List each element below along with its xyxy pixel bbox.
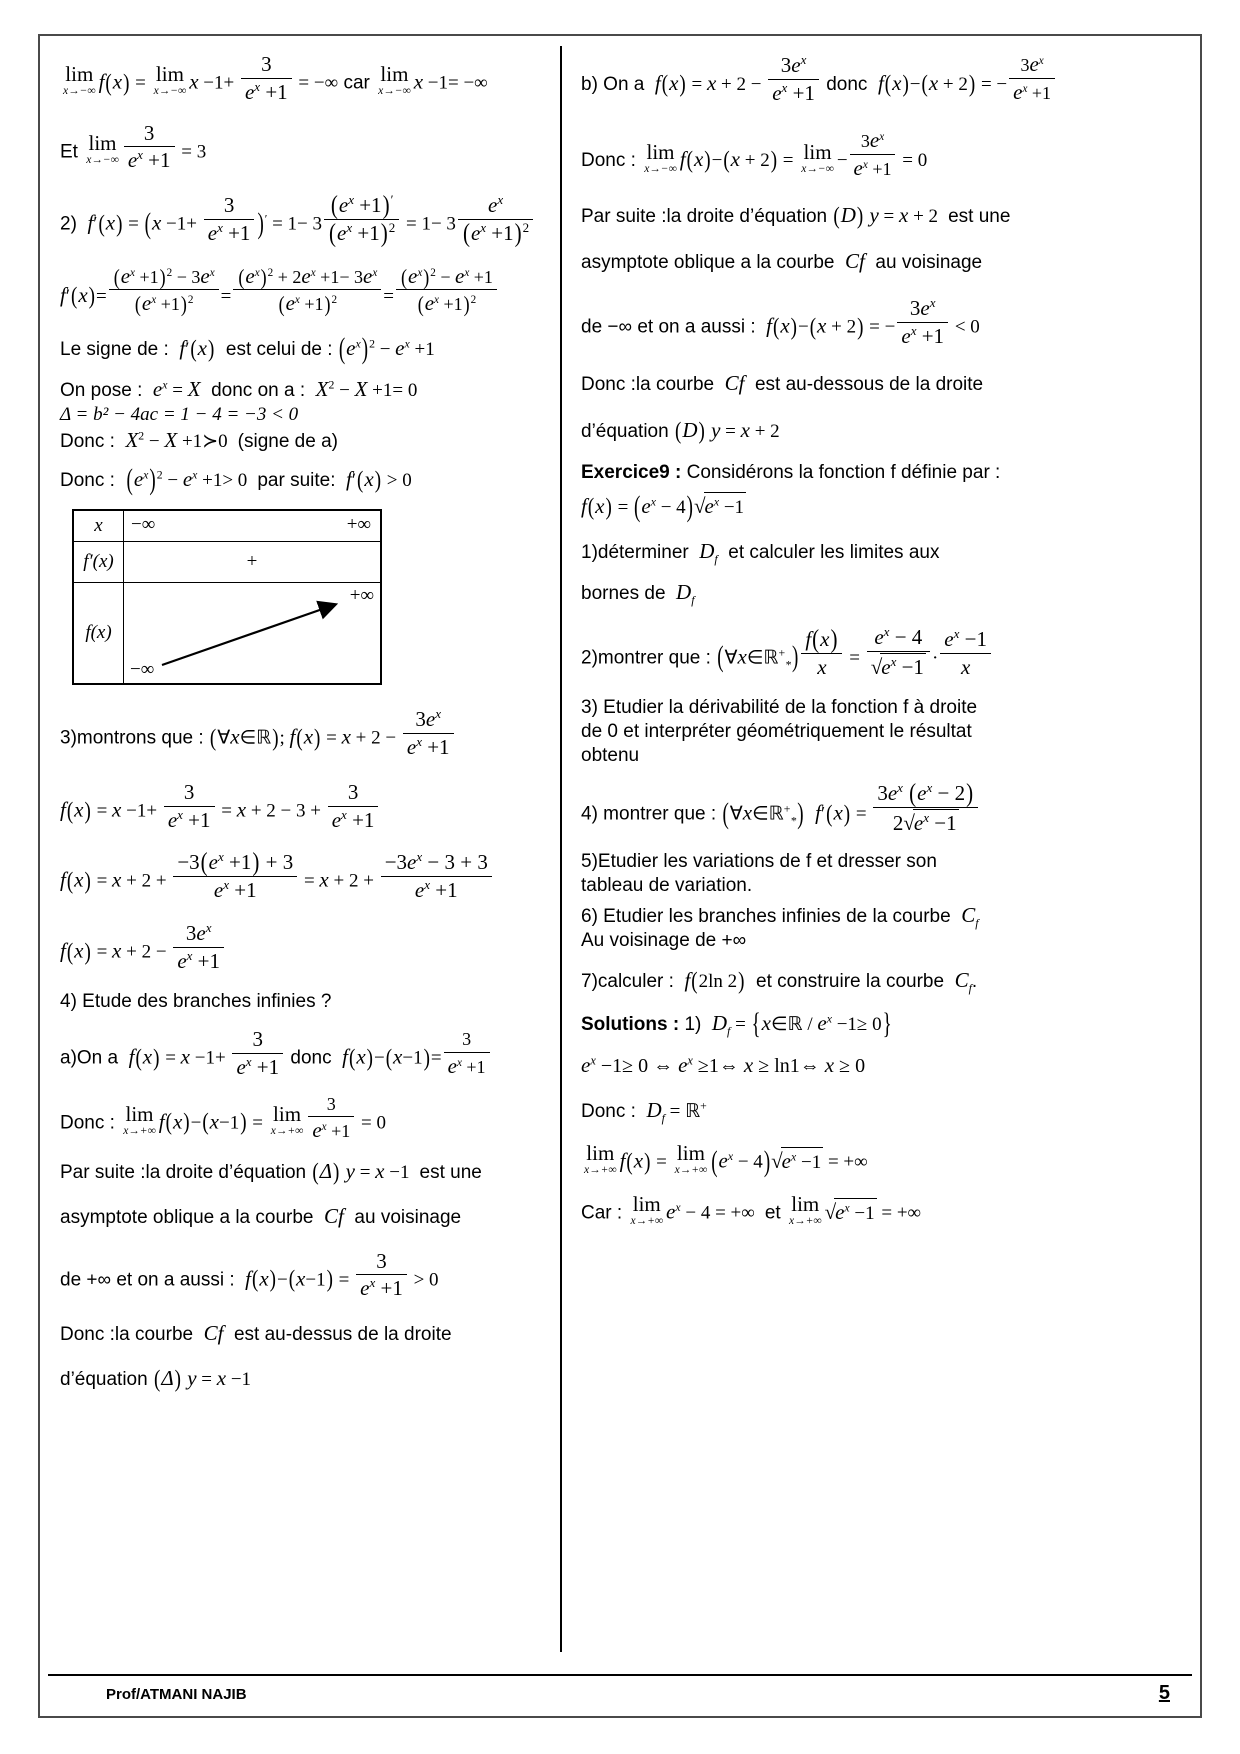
dequation-label: d’équation <box>60 1368 148 1390</box>
asymptote-label-right: asymptote oblique a la courbe <box>581 252 835 274</box>
question-6-line2: Au voisinage de +∞ <box>581 929 747 951</box>
question-3-line3: obtenu <box>581 745 640 767</box>
question-1-line1: 1)déterminer $D_f$ et calculer les limites aux <box>581 539 940 566</box>
dequation-d-line: d’équation (D) y = x + 2 <box>581 417 780 445</box>
table-row <box>73 583 381 685</box>
derivative-computation-1: 2) f′(x) = (x −1+ $\frac{3}{e^x +1}$ )′ = 1− 3 $\frac{(e^x +1)'}{(e^x +1)^2}$ = 1− 3 $\frac{e^x}{(e^x +1)^2}$ <box>60 193 550 246</box>
asymptote-label: asymptote oblique a la courbe <box>60 1206 314 1228</box>
donc-courbe-label: Donc :la courbe <box>60 1324 194 1346</box>
row-label-x: x <box>73 510 124 542</box>
par-suite-droite-d: Par suite :la droite d’équation (D) y = x + 2 est une <box>581 202 1011 230</box>
limit-f-minus-infinity: lim x→−∞ f(x) = lim x→−∞ x −1+ $\frac{3}{e^x +1}$ = −∞ car lim x→−∞ x −1= −∞ <box>63 52 488 104</box>
asymptote-oblique-line: asymptote oblique a la courbe Cf au voisinage <box>60 1203 462 1228</box>
item4-branches-infinies: 4) Etude des branches infinies ? <box>60 991 332 1013</box>
exercice9-heading <box>581 462 1181 484</box>
question-5-line2: tableau de variation. <box>581 875 753 897</box>
page-number: 5 <box>1158 1682 1170 1704</box>
b-donc-label: donc <box>826 74 868 96</box>
donc-df-line: Donc : $D_f$ = ℝ+ <box>581 1098 707 1126</box>
x-right-bound: +∞ <box>346 514 371 536</box>
dequation-delta-line: d’équation (Δ) y = x −1 <box>60 1365 252 1393</box>
parsuite-tail: est une <box>419 1161 482 1183</box>
donc-courbe-mid: est au-dessus de la droite <box>233 1324 452 1346</box>
fx-final-form: f(x) = x + 2 − $\frac{3e^x}{e^x +1}$ <box>60 921 550 974</box>
donc-lim-label-right: Donc : <box>581 150 636 172</box>
itema-donc: donc <box>290 1048 332 1069</box>
x-range-cell <box>124 510 382 542</box>
dequation-label-right: d’équation <box>581 420 669 442</box>
f-limit-minus-infinity: −∞ <box>130 659 155 681</box>
increasing-arrow-icon <box>128 585 376 681</box>
right-column <box>571 46 1191 1652</box>
variation-table <box>72 509 382 685</box>
row-label-f: f(x) <box>73 583 124 685</box>
page-footer <box>48 1684 1192 1710</box>
two-column-body <box>48 46 1192 1652</box>
sign-line-prefix: Le signe de : <box>60 339 169 361</box>
donc-courbe-au-dessus: Donc :la courbe Cf est au-dessus de la droite <box>60 1321 452 1346</box>
question-5-line1: 5)Etudier les variations de f et dresser son <box>581 851 937 873</box>
table-row <box>73 510 381 542</box>
question-2-line: 2)montrer que : (∀x∈ℝ+$_*$) $\frac{f(x)}{x}$ = $\frac{e^x - 4}{√e^x -1}$ · $\frac{e^x -1}{x}$ <box>581 625 1181 680</box>
donc-df-label: Donc : <box>581 1101 636 1123</box>
donc-lim-label: Donc : <box>60 1112 115 1134</box>
item-a-on-a: a)On a f(x) = x −1+ $\frac{3}{e^x +1}$ donc f(x)−(x−1)= $\frac{3}{e^x +1}$ <box>60 1027 550 1080</box>
author-credit: Prof/ATMANI NAJIB <box>106 1686 247 1703</box>
item3-montrons-que: 3)montrons que : (∀x∈ℝ); f(x) = x + 2 − $\frac{3e^x}{e^x +1}$ <box>60 707 550 760</box>
asymptote-tail: au voisinage <box>354 1206 462 1228</box>
derivative-sign-cell: + <box>124 542 382 583</box>
variation-arrow-cell <box>124 583 382 685</box>
derivative-computation-2: f′(x)= $\frac{(e^x +1)^2 - 3e^x}{(e^x +1)^2}$ = $\frac{(e^x)^2 + 2e^x +1- 3e^x}{(e^x +1)^2}$ = $\frac{(e^x)^2 - e^x +1}{(e^x +1)^2}$ <box>60 264 550 317</box>
fx-decomposition-1: f(x) = x −1+ $\frac{3}{e^x +1}$ = x + 2 − 3 + $\frac{3}{e^x +1}$ <box>60 780 550 833</box>
left-column <box>48 46 560 1652</box>
donc-limit-x-plus-2: Donc : lim x→−∞ f(x)−(x + 2) = lim x→−∞ − $\frac{3e^x}{e^x +1}$ = 0 <box>581 127 928 180</box>
donc2-mid: par suite: <box>257 469 336 491</box>
onpose-mid: donc on a : <box>211 379 306 401</box>
b-on-a-line: b) On a f(x) = x + 2 − $\frac{3e^x}{e^x +1}$ donc f(x)−(x + 2) = − $\frac{3e^x}{e^x +1}$ <box>581 52 1181 106</box>
question-1-line2: bornes de $D_f$ <box>581 579 695 607</box>
b-on-a-label: b) On a <box>581 74 645 96</box>
asymptote-oblique-right: asymptote oblique a la courbe Cf au voisinage <box>581 249 983 274</box>
de-moins-infini-line: de −∞ et on a aussi : f(x)−(x + 2) = − $\frac{3e^x}{e^x +1}$ < 0 <box>581 295 980 348</box>
et-label-right: et <box>764 1202 781 1224</box>
donc-positive-line: Donc : $X^2 - X$ +1≻0 (signe de a) <box>60 427 338 452</box>
item3-label: 3)montrons que : <box>60 728 204 750</box>
parsuite-label: Par suite :la droite d’équation <box>60 1161 307 1183</box>
exercice9-label: Exercice9 : <box>581 462 682 484</box>
parsuite-label-right: Par suite :la droite d’équation <box>581 205 828 227</box>
q7-suffix: et construire la courbe <box>756 970 945 992</box>
row-label-fprime: f′(x) <box>73 542 124 583</box>
domain-equivalence-chain: $e^x -1\ge 0$ ⇔ $e^x$ ≥1⇔ x ≥ ln1⇔ x ≥ 0 <box>581 1053 866 1078</box>
solutions-item-1: 1) <box>684 1013 702 1035</box>
par-suite-droite: Par suite :la droite d’équation (Δ) y = x −1 est une <box>60 1158 482 1186</box>
table-row <box>73 542 381 583</box>
onpose-prefix: On pose : <box>60 379 143 401</box>
f-limit-plus-infinity: +∞ <box>349 585 374 607</box>
substitution-line: On pose : $e^x = X$ donc on a : $X^2 - X +1= 0$ <box>60 376 418 401</box>
solutions-heading: Solutions : 1) $D_f$ = {x∈ℝ / $e^x -1\ge 0$} <box>581 1007 892 1041</box>
car-label: car <box>343 72 370 94</box>
step-2-number: 2) <box>60 213 77 235</box>
de-moins-label: de −∞ et on a aussi : <box>581 316 756 338</box>
q1-suffix: et calculer les limites aux <box>728 542 940 564</box>
limit-f-plus-infinity: lim x→+∞ f(x) = lim x→+∞ $(e^x - 4)√e^x -1$ = +∞ <box>584 1141 868 1179</box>
exercice9-text: Considérons la fonction f définie par : <box>686 462 1001 484</box>
itema-label: a)On a <box>60 1048 119 1069</box>
q6-label: 6) Etudier les branches infinies de la courbe <box>581 906 951 928</box>
q4-label: 4) montrer que : <box>581 803 717 825</box>
question-3-line2: de 0 et interpréter géométriquement le résultat <box>581 721 972 743</box>
et-label: Et <box>60 141 78 163</box>
donc2-prefix: Donc : <box>60 469 115 491</box>
footer-rule <box>48 1674 1192 1676</box>
question-3-line1: 3) Etudier la dérivabilité de la fonction f à droite <box>581 697 978 719</box>
donc-courbe-mid-right: est au-dessous de la droite <box>754 373 984 395</box>
discriminant-line: Δ = b² − 4ac = 1 − 4 = −3 < 0 <box>60 403 299 425</box>
limit-fraction-equals-3: Et lim x→−∞ $\frac{3}{e^x +1}$ = 3 <box>60 120 207 173</box>
q1-prefix: 1)déterminer <box>581 542 689 564</box>
donc1-prefix: Donc : <box>60 430 115 452</box>
parsuite-tail-right: est une <box>948 205 1011 227</box>
sign-of-derivative: Le signe de : f′(x) est celui de : $(e^x)^2 - e^x +1$ <box>60 333 435 366</box>
question-4-line: 4) montrer que : (∀x∈ℝ+$_*$) f′(x) = $\frac{3e^x (e^x - 2)}{2√e^x -1}$ <box>581 781 1181 836</box>
donc1-suffix: (signe de a) <box>237 430 338 452</box>
de-plus-infini-line: de +∞ et on a aussi : f(x)−(x−1) = $\frac{3}{e^x +1}$ > 0 <box>60 1248 439 1301</box>
column-rule <box>560 46 565 1652</box>
question-6-line1: 6) Etudier les branches infinies de la courbe $C_f$ <box>581 903 979 930</box>
donc-courbe-label-right: Donc :la courbe <box>581 373 715 395</box>
q7-label: 7)calculer : <box>581 970 674 992</box>
exercice9-function: $f(x) = (e^x - 4)√e^x -1$ <box>581 491 745 524</box>
solutions-label: Solutions : <box>581 1013 680 1035</box>
donc-derivative-positive: Donc : $(e^x)^2 - e^x +1> 0$ par suite: f′(x) > 0 <box>60 463 412 497</box>
sign-line-mid: est celui de : <box>225 339 333 361</box>
donc-limit-zero: Donc : lim x→+∞ f(x)−(x−1) = lim x→+∞ $\frac{3}{e^x +1}$ = 0 <box>60 1093 386 1143</box>
asymptote-tail-right: au voisinage <box>875 252 983 274</box>
donc-courbe-au-dessous: Donc :la courbe Cf est au-dessous de la droite <box>581 370 984 395</box>
q2-label: 2)montrer que : <box>581 647 711 669</box>
q1-bornes: bornes de <box>581 582 666 604</box>
de-plus-label: de +∞ et on a aussi : <box>60 1269 235 1291</box>
car-limits-line: Car : lim x→+∞ $e^x - 4$ = +∞ et lim x→+∞ $√e^x -1$ = +∞ <box>581 1192 922 1228</box>
question-7-line: 7)calculer : f(2ln 2) et construire la courbe $C_f$. <box>581 967 978 995</box>
x-left-bound: −∞ <box>131 514 156 536</box>
car-label-right: Car : <box>581 1202 623 1224</box>
fx-decomposition-2: f(x) = x + 2 + $\frac{-3(e^x +1) + 3}{e^x +1}$ = x + 2 + $\frac{-3e^x - 3 + 3}{e^x +1}$ <box>60 850 550 903</box>
